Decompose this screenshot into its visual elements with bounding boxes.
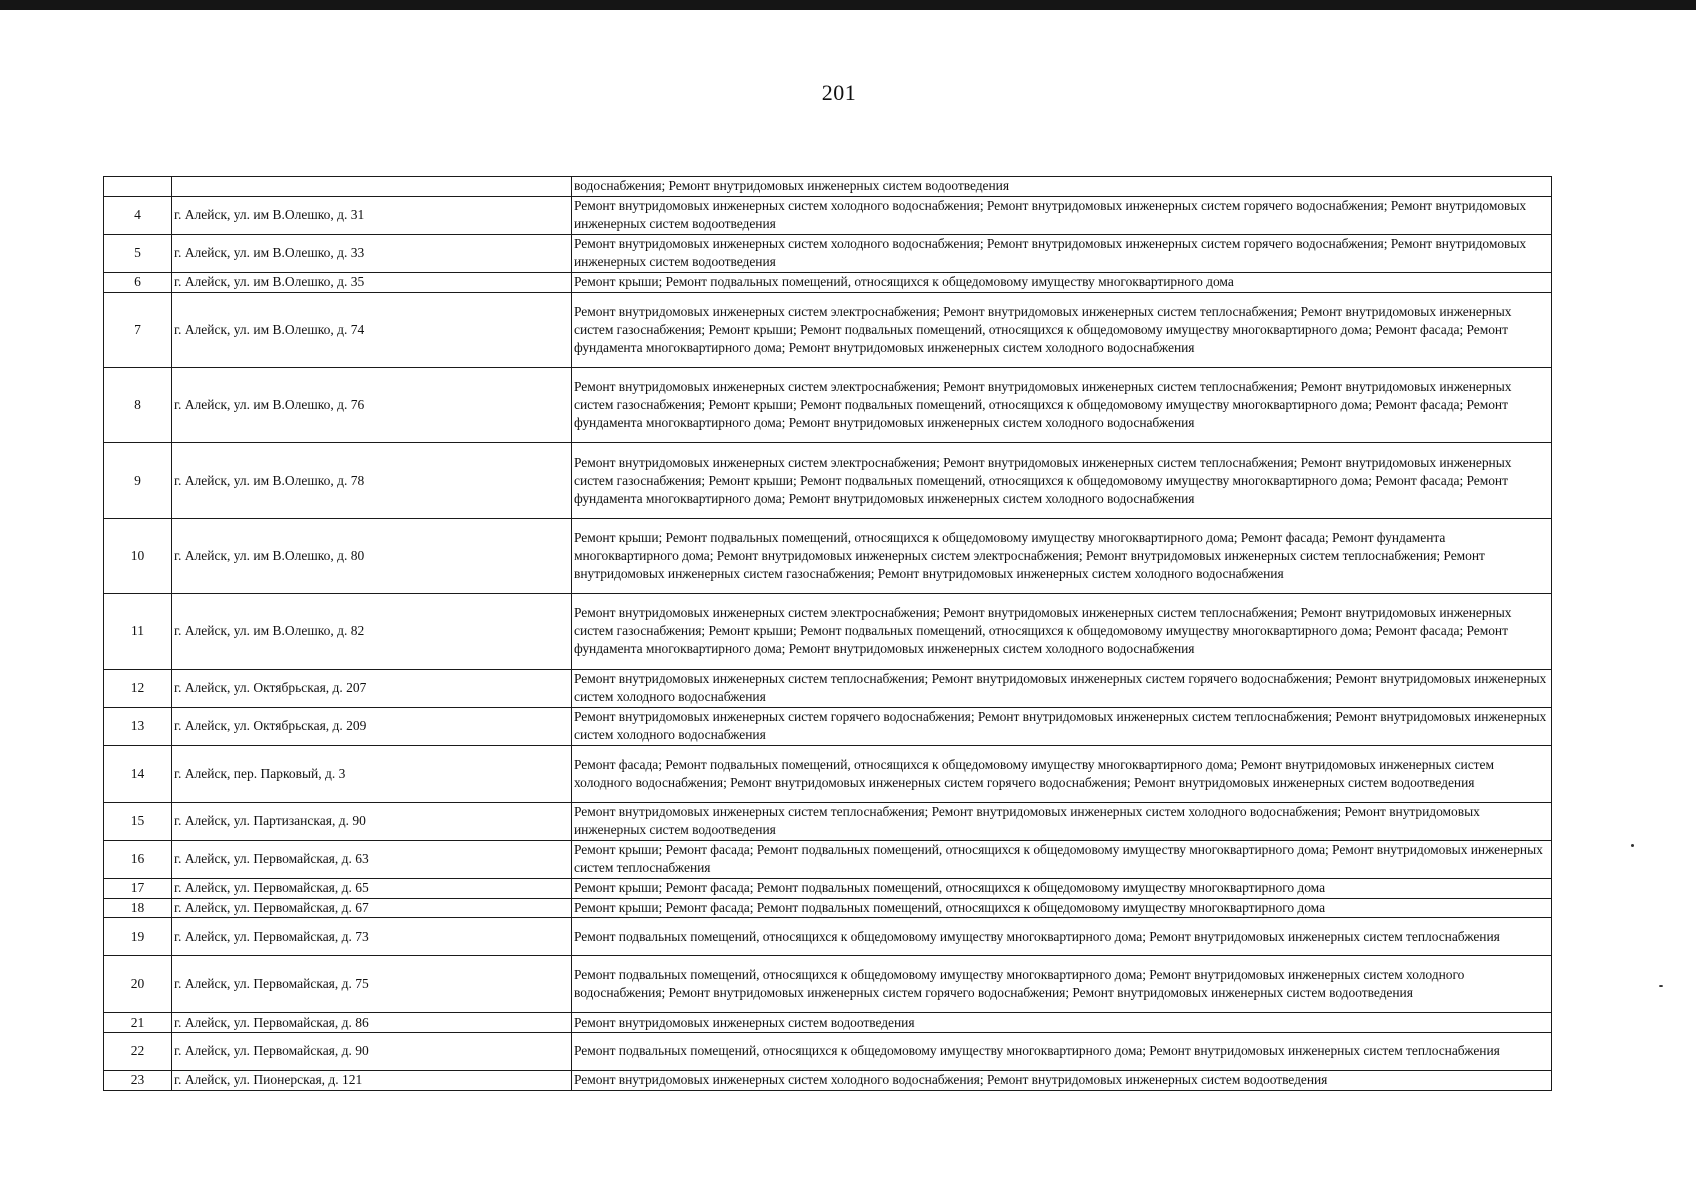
row-address: г. Алейск, ул. им В.Олешко, д. 33 <box>172 234 572 272</box>
table-row <box>104 443 1552 518</box>
row-number: 12 <box>104 669 172 707</box>
row-works: Ремонт внутридомовых инженерных систем теплоснабжения; Ремонт внутридомовых инженерных систем холодного водоснабжения; Ремонт внутридомовых инженерных систем водоотведения <box>572 802 1552 840</box>
table-row <box>104 745 1552 802</box>
row-address: г. Алейск, ул. Первомайская, д. 67 <box>172 898 572 918</box>
row-address: г. Алейск, ул. им В.Олешко, д. 31 <box>172 196 572 234</box>
scan-speck <box>1631 844 1634 847</box>
row-number: 7 <box>104 292 172 367</box>
row-works: Ремонт внутридомовых инженерных систем электроснабжения; Ремонт внутридомовых инженерных систем теплоснабжения; Ремонт внутридомовых инженерных систем газоснабжения; Ремонт крыши; Ремонт подвальных помещений, относящихся к общедомовому имуществу многоквартирного дома; Ремонт фасада; Ремонт фундамента многоквартирного дома; Ремонт внутридомовых инженерных систем холодного водоснабжения <box>572 594 1552 669</box>
row-works: водоснабжения; Ремонт внутридомовых инженерных систем водоотведения <box>572 177 1552 197</box>
row-works: Ремонт внутридомовых инженерных систем теплоснабжения; Ремонт внутридомовых инженерных систем горячего водоснабжения; Ремонт внутридомовых инженерных систем холодного водоснабжения <box>572 669 1552 707</box>
row-works: Ремонт крыши; Ремонт фасада; Ремонт подвальных помещений, относящихся к общедомовому имуществу многоквартирного дома; Ремонт внутридомовых инженерных систем теплоснабжения <box>572 840 1552 878</box>
row-address: г. Алейск, ул. Первомайская, д. 90 <box>172 1032 572 1070</box>
table-row <box>104 272 1552 292</box>
row-number <box>104 177 172 197</box>
row-works: Ремонт внутридомовых инженерных систем электроснабжения; Ремонт внутридомовых инженерных систем теплоснабжения; Ремонт внутридомовых инженерных систем газоснабжения; Ремонт крыши; Ремонт подвальных помещений, относящихся к общедомовому имуществу многоквартирного дома; Ремонт фасада; Ремонт фундамента многоквартирного дома; Ремонт внутридомовых инженерных систем холодного водоснабжения <box>572 292 1552 367</box>
row-number: 20 <box>104 956 172 1013</box>
table-row <box>104 898 1552 918</box>
row-address: г. Алейск, ул. Пионерская, д. 121 <box>172 1071 572 1091</box>
row-works: Ремонт подвальных помещений, относящихся к общедомовому имуществу многоквартирного дома; Ремонт внутридомовых инженерных систем теплоснабжения <box>572 1032 1552 1070</box>
row-works: Ремонт крыши; Ремонт подвальных помещений, относящихся к общедомовому имуществу многоквартирного дома; Ремонт фасада; Ремонт фундамента многоквартирного дома; Ремонт внутридомовых инженерных систем электроснабжения; Ремонт внутридомовых инженерных систем теплоснабжения; Ремонт внутридомовых инженерных систем газоснабжения; Ремонт внутридомовых инженерных систем холодного водоснабжения <box>572 518 1552 593</box>
table-row <box>104 196 1552 234</box>
table-row <box>104 669 1552 707</box>
row-number: 10 <box>104 518 172 593</box>
row-number: 14 <box>104 745 172 802</box>
row-address: г. Алейск, пер. Парковый, д. 3 <box>172 745 572 802</box>
row-address: г. Алейск, ул. Первомайская, д. 65 <box>172 879 572 899</box>
table-row <box>104 956 1552 1013</box>
row-number: 4 <box>104 196 172 234</box>
row-number: 6 <box>104 272 172 292</box>
table-row <box>104 234 1552 272</box>
table-row <box>104 1071 1552 1091</box>
table-body <box>104 177 1552 1091</box>
scan-speck <box>1659 985 1663 987</box>
row-works: Ремонт крыши; Ремонт фасада; Ремонт подвальных помещений, относящихся к общедомовому имуществу многоквартирного дома <box>572 898 1552 918</box>
table-row <box>104 707 1552 745</box>
row-works: Ремонт крыши; Ремонт фасада; Ремонт подвальных помещений, относящихся к общедомовому имуществу многоквартирного дома <box>572 879 1552 899</box>
row-number: 18 <box>104 898 172 918</box>
row-address: г. Алейск, ул. им В.Олешко, д. 82 <box>172 594 572 669</box>
row-works: Ремонт внутридомовых инженерных систем холодного водоснабжения; Ремонт внутридомовых инженерных систем водоотведения <box>572 1071 1552 1091</box>
row-address: г. Алейск, ул. им В.Олешко, д. 80 <box>172 518 572 593</box>
row-number: 13 <box>104 707 172 745</box>
row-address: г. Алейск, ул. Октябрьская, д. 209 <box>172 707 572 745</box>
row-number: 19 <box>104 918 172 956</box>
repair-works-table <box>103 176 1552 1091</box>
row-works: Ремонт крыши; Ремонт подвальных помещений, относящихся к общедомовому имуществу многоквартирного дома <box>572 272 1552 292</box>
table-row <box>104 1013 1552 1033</box>
row-works: Ремонт внутридомовых инженерных систем электроснабжения; Ремонт внутридомовых инженерных систем теплоснабжения; Ремонт внутридомовых инженерных систем газоснабжения; Ремонт крыши; Ремонт подвальных помещений, относящихся к общедомовому имуществу многоквартирного дома; Ремонт фасада; Ремонт фундамента многоквартирного дома; Ремонт внутридомовых инженерных систем холодного водоснабжения <box>572 367 1552 442</box>
table-row <box>104 918 1552 956</box>
table-row <box>104 840 1552 878</box>
row-address: г. Алейск, ул. Первомайская, д. 86 <box>172 1013 572 1033</box>
row-address: г. Алейск, ул. Первомайская, д. 73 <box>172 918 572 956</box>
row-number: 22 <box>104 1032 172 1070</box>
row-number: 17 <box>104 879 172 899</box>
table-row <box>104 292 1552 367</box>
row-number: 16 <box>104 840 172 878</box>
page-number: 201 <box>821 80 857 105</box>
row-number: 9 <box>104 443 172 518</box>
row-number: 8 <box>104 367 172 442</box>
row-works: Ремонт внутридомовых инженерных систем холодного водоснабжения; Ремонт внутридомовых инженерных систем горячего водоснабжения; Ремонт внутридомовых инженерных систем водоотведения <box>572 234 1552 272</box>
row-number: 23 <box>104 1071 172 1091</box>
table-row <box>104 367 1552 442</box>
row-address: г. Алейск, ул. им В.Олешко, д. 74 <box>172 292 572 367</box>
row-address: г. Алейск, ул. Октябрьская, д. 207 <box>172 669 572 707</box>
table-row <box>104 802 1552 840</box>
scan-top-border <box>0 0 1696 10</box>
row-address: г. Алейск, ул. Партизанская, д. 90 <box>172 802 572 840</box>
row-works: Ремонт фасада; Ремонт подвальных помещений, относящихся к общедомовому имуществу многоквартирного дома; Ремонт внутридомовых инженерных систем холодного водоснабжения; Ремонт внутридомовых инженерных систем горячего водоснабжения; Ремонт внутридомовых инженерных систем водоотведения <box>572 745 1552 802</box>
table-row <box>104 879 1552 899</box>
row-works: Ремонт подвальных помещений, относящихся к общедомовому имуществу многоквартирного дома; Ремонт внутридомовых инженерных систем теплоснабжения <box>572 918 1552 956</box>
table-row <box>104 518 1552 593</box>
row-works: Ремонт внутридомовых инженерных систем водоотведения <box>572 1013 1552 1033</box>
table-row <box>104 1032 1552 1070</box>
row-works: Ремонт подвальных помещений, относящихся к общедомовому имуществу многоквартирного дома; Ремонт внутридомовых инженерных систем холодного водоснабжения; Ремонт внутридомовых инженерных систем горячего водоснабжения; Ремонт внутридомовых инженерных систем водоотведения <box>572 956 1552 1013</box>
row-number: 15 <box>104 802 172 840</box>
row-works: Ремонт внутридомовых инженерных систем холодного водоснабжения; Ремонт внутридомовых инженерных систем горячего водоснабжения; Ремонт внутридомовых инженерных систем водоотведения <box>572 196 1552 234</box>
row-works: Ремонт внутридомовых инженерных систем горячего водоснабжения; Ремонт внутридомовых инженерных систем теплоснабжения; Ремонт внутридомовых инженерных систем холодного водоснабжения <box>572 707 1552 745</box>
row-number: 5 <box>104 234 172 272</box>
row-number: 11 <box>104 594 172 669</box>
row-address <box>172 177 572 197</box>
table-row <box>104 177 1552 197</box>
table-row <box>104 594 1552 669</box>
row-works: Ремонт внутридомовых инженерных систем электроснабжения; Ремонт внутридомовых инженерных систем теплоснабжения; Ремонт внутридомовых инженерных систем газоснабжения; Ремонт крыши; Ремонт подвальных помещений, относящихся к общедомовому имуществу многоквартирного дома; Ремонт фасада; Ремонт фундамента многоквартирного дома; Ремонт внутридомовых инженерных систем холодного водоснабжения <box>572 443 1552 518</box>
row-address: г. Алейск, ул. им В.Олешко, д. 76 <box>172 367 572 442</box>
row-address: г. Алейск, ул. им В.Олешко, д. 35 <box>172 272 572 292</box>
row-address: г. Алейск, ул. им В.Олешко, д. 78 <box>172 443 572 518</box>
row-address: г. Алейск, ул. Первомайская, д. 75 <box>172 956 572 1013</box>
row-address: г. Алейск, ул. Первомайская, д. 63 <box>172 840 572 878</box>
row-number: 21 <box>104 1013 172 1033</box>
